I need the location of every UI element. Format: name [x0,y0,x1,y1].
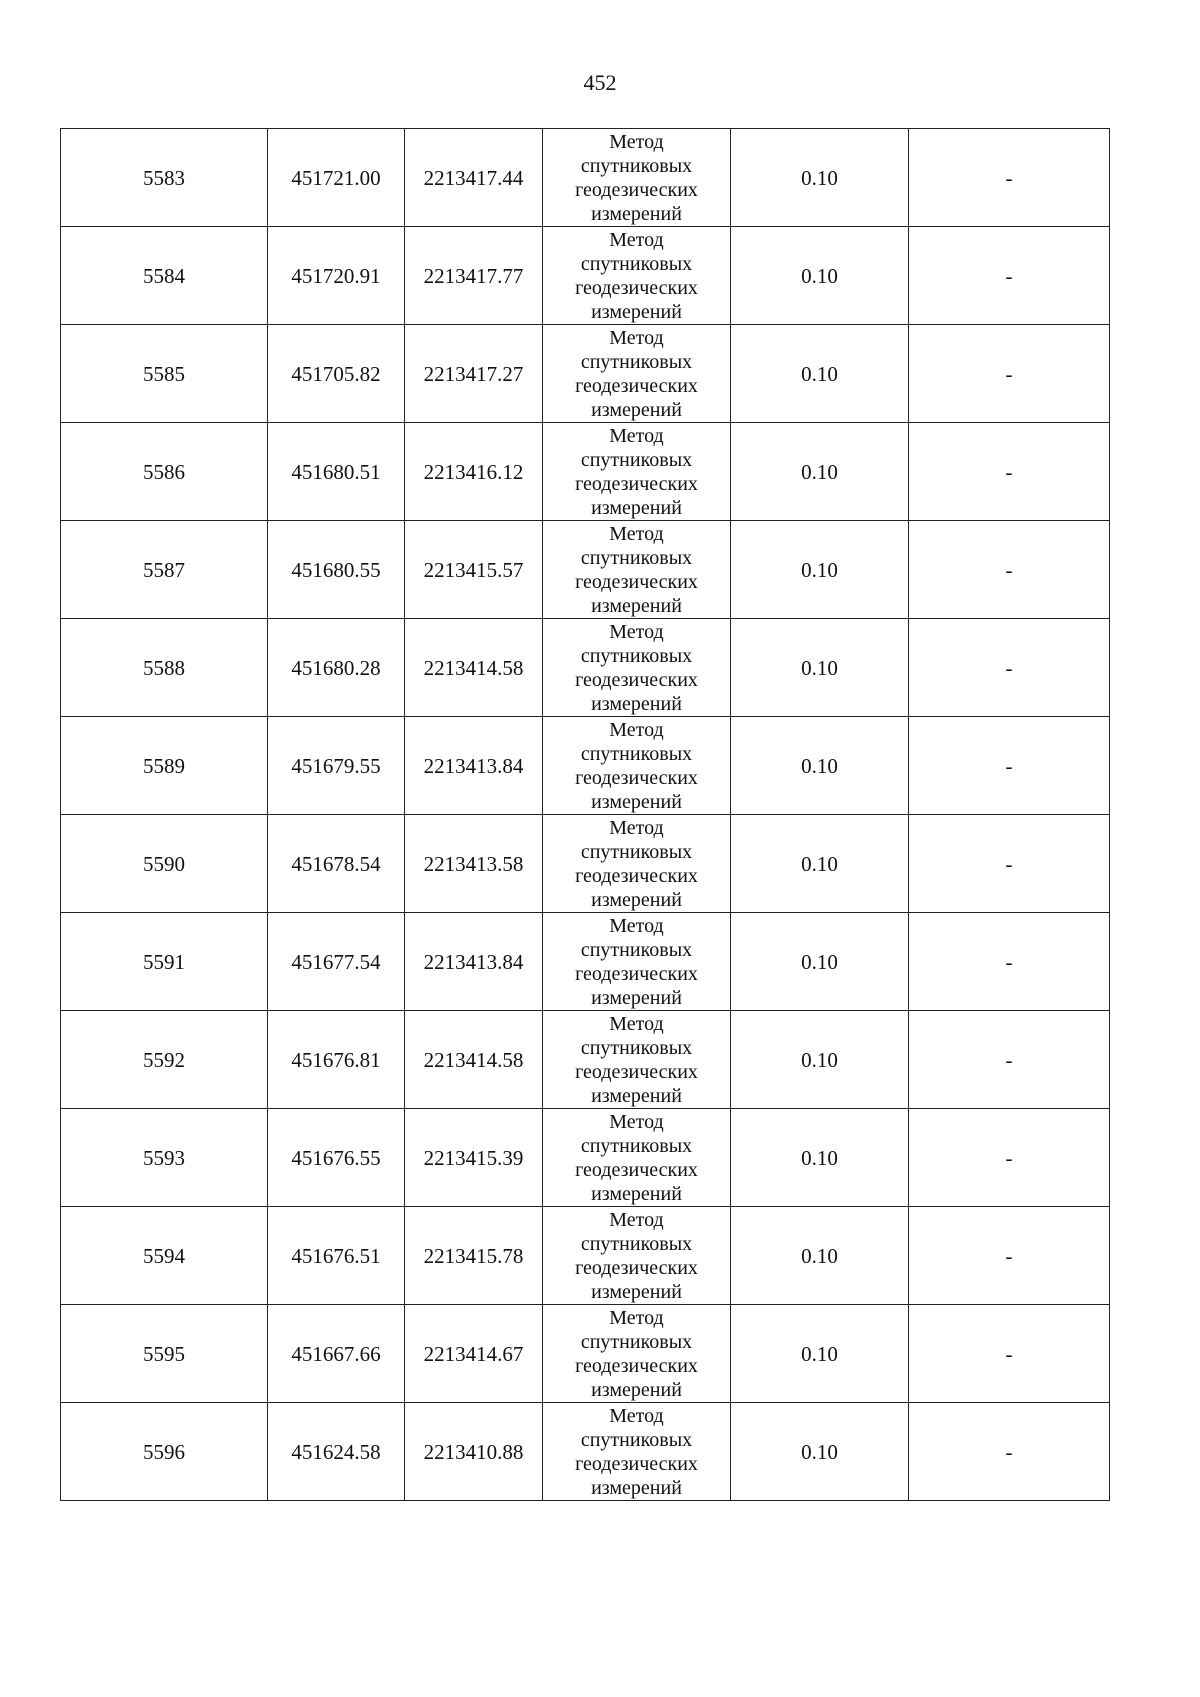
point-number-cell: 5584 [61,227,268,325]
table-row [61,423,1110,521]
method-line: Метод [609,1306,664,1329]
x-coordinate-cell: 451720.91 [268,227,405,325]
method-line: измерений [591,692,682,715]
accuracy-cell: 0.10 [731,1109,909,1207]
method-line: Метод [609,620,664,643]
point-number-cell: 5588 [61,619,268,717]
table-row [61,717,1110,815]
x-coordinate-cell: 451667.66 [268,1305,405,1403]
note-cell: - [909,129,1110,227]
method-line: измерений [591,790,682,813]
note-cell: - [909,227,1110,325]
accuracy-cell: 0.10 [731,619,909,717]
point-number-cell: 5595 [61,1305,268,1403]
method-line: измерений [591,300,682,323]
x-coordinate-cell: 451679.55 [268,717,405,815]
method-line: геодезических [575,864,698,887]
method-line: Метод [609,228,664,251]
method-line: спутниковых [580,252,693,275]
y-coordinate-cell: 2213415.57 [405,521,543,619]
method-line: Метод [609,1404,664,1427]
table-row [61,1011,1110,1109]
y-coordinate-cell: 2213413.84 [405,913,543,1011]
method-cell [543,619,731,717]
method-line: измерений [591,888,682,911]
y-coordinate-cell: 2213416.12 [405,423,543,521]
method-line: геодезических [575,276,698,299]
point-number-cell: 5596 [61,1403,268,1501]
y-coordinate-cell: 2213413.84 [405,717,543,815]
method-line: измерений [591,594,682,617]
method-line: геодезических [575,1158,698,1181]
method-line: геодезических [575,962,698,985]
x-coordinate-cell: 451676.81 [268,1011,405,1109]
method-line: геодезических [575,1354,698,1377]
method-line: Метод [609,914,664,937]
table-row [61,521,1110,619]
accuracy-cell: 0.10 [731,521,909,619]
x-coordinate-cell: 451680.51 [268,423,405,521]
y-coordinate-cell: 2213410.88 [405,1403,543,1501]
method-line: Метод [609,1110,664,1133]
accuracy-cell: 0.10 [731,1207,909,1305]
method-line: геодезических [575,1060,698,1083]
method-cell [543,815,731,913]
coordinates-table-body [61,129,1110,1501]
method-line: измерений [591,202,682,225]
note-cell: - [909,619,1110,717]
method-cell [543,521,731,619]
point-number-cell: 5590 [61,815,268,913]
method-line: спутниковых [580,1232,693,1255]
point-number-cell: 5583 [61,129,268,227]
method-line: измерений [591,986,682,1009]
point-number-cell: 5591 [61,913,268,1011]
method-cell [543,1207,731,1305]
y-coordinate-cell: 2213415.39 [405,1109,543,1207]
method-line: спутниковых [580,840,693,863]
method-line: спутниковых [580,448,693,471]
method-line: измерений [591,496,682,519]
method-cell [543,1011,731,1109]
method-line: геодезических [575,374,698,397]
method-line: Метод [609,326,664,349]
x-coordinate-cell: 451676.51 [268,1207,405,1305]
method-line: геодезических [575,1256,698,1279]
method-line: Метод [609,424,664,447]
method-line: геодезических [575,570,698,593]
method-line: спутниковых [580,1428,693,1451]
accuracy-cell: 0.10 [731,717,909,815]
table-row [61,815,1110,913]
table-row [61,619,1110,717]
table-row [61,129,1110,227]
method-line: геодезических [575,178,698,201]
method-line: измерений [591,1378,682,1401]
method-line: Метод [609,1012,664,1035]
note-cell: - [909,1011,1110,1109]
table-row [61,325,1110,423]
method-cell [543,1305,731,1403]
point-number-cell: 5585 [61,325,268,423]
method-line: спутниковых [580,1036,693,1059]
y-coordinate-cell: 2213414.58 [405,619,543,717]
method-line: Метод [609,130,664,153]
x-coordinate-cell: 451680.55 [268,521,405,619]
method-line: спутниковых [580,1134,693,1157]
method-line: геодезических [575,766,698,789]
x-coordinate-cell: 451676.55 [268,1109,405,1207]
method-cell [543,423,731,521]
method-line: измерений [591,1476,682,1499]
y-coordinate-cell: 2213417.77 [405,227,543,325]
method-line: Метод [609,816,664,839]
method-line: спутниковых [580,644,693,667]
point-number-cell: 5589 [61,717,268,815]
note-cell: - [909,717,1110,815]
note-cell: - [909,815,1110,913]
accuracy-cell: 0.10 [731,227,909,325]
method-cell [543,1109,731,1207]
method-line: измерений [591,398,682,421]
accuracy-cell: 0.10 [731,1011,909,1109]
y-coordinate-cell: 2213414.67 [405,1305,543,1403]
note-cell: - [909,521,1110,619]
accuracy-cell: 0.10 [731,129,909,227]
accuracy-cell: 0.10 [731,1305,909,1403]
table-row [61,1403,1110,1501]
note-cell: - [909,1403,1110,1501]
method-line: измерений [591,1084,682,1107]
accuracy-cell: 0.10 [731,423,909,521]
point-number-cell: 5586 [61,423,268,521]
method-line: Метод [609,718,664,741]
accuracy-cell: 0.10 [731,913,909,1011]
note-cell: - [909,1207,1110,1305]
method-cell [543,913,731,1011]
method-cell [543,325,731,423]
table-row [61,1109,1110,1207]
y-coordinate-cell: 2213413.58 [405,815,543,913]
table-row [61,227,1110,325]
method-cell [543,1403,731,1501]
method-line: спутниковых [580,546,693,569]
method-line: геодезических [575,668,698,691]
accuracy-cell: 0.10 [731,815,909,913]
coordinates-table [60,128,1110,1501]
method-cell [543,717,731,815]
method-line: спутниковых [580,938,693,961]
x-coordinate-cell: 451721.00 [268,129,405,227]
point-number-cell: 5593 [61,1109,268,1207]
method-cell [543,129,731,227]
table-row [61,1305,1110,1403]
y-coordinate-cell: 2213415.78 [405,1207,543,1305]
y-coordinate-cell: 2213417.27 [405,325,543,423]
x-coordinate-cell: 451677.54 [268,913,405,1011]
y-coordinate-cell: 2213414.58 [405,1011,543,1109]
method-line: измерений [591,1280,682,1303]
note-cell: - [909,1109,1110,1207]
method-line: Метод [609,522,664,545]
method-line: спутниковых [580,154,693,177]
method-line: спутниковых [580,742,693,765]
method-cell [543,227,731,325]
note-cell: - [909,913,1110,1011]
method-line: спутниковых [580,1330,693,1353]
accuracy-cell: 0.10 [731,1403,909,1501]
table-row [61,1207,1110,1305]
note-cell: - [909,1305,1110,1403]
table-row [61,913,1110,1011]
method-line: спутниковых [580,350,693,373]
accuracy-cell: 0.10 [731,325,909,423]
point-number-cell: 5592 [61,1011,268,1109]
page-number: 452 [583,70,617,95]
point-number-cell: 5594 [61,1207,268,1305]
note-cell: - [909,423,1110,521]
x-coordinate-cell: 451678.54 [268,815,405,913]
x-coordinate-cell: 451624.58 [268,1403,405,1501]
method-line: геодезических [575,472,698,495]
y-coordinate-cell: 2213417.44 [405,129,543,227]
method-line: геодезических [575,1452,698,1475]
x-coordinate-cell: 451705.82 [268,325,405,423]
x-coordinate-cell: 451680.28 [268,619,405,717]
method-line: Метод [609,1208,664,1231]
method-line: измерений [591,1182,682,1205]
point-number-cell: 5587 [61,521,268,619]
note-cell: - [909,325,1110,423]
